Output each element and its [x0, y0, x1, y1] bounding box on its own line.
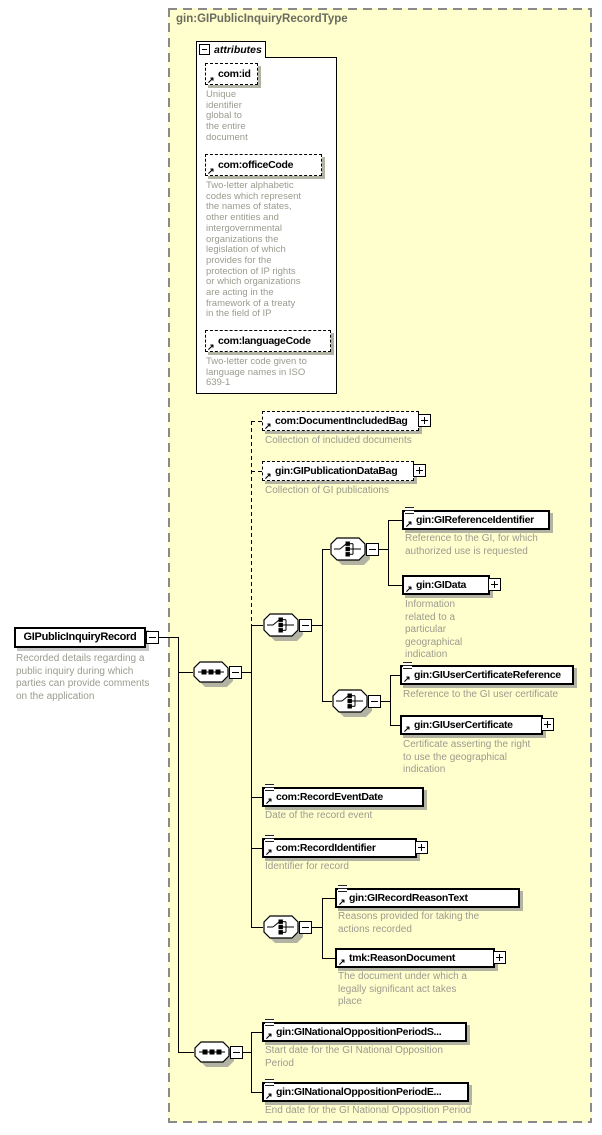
element-name: gin:GIRecordReasonText [349, 891, 468, 904]
element-description: Collection of included documents [265, 435, 412, 446]
choice-connector[interactable] [330, 537, 370, 565]
connector-line [251, 625, 263, 626]
sequence-icon [193, 661, 233, 687]
connector-line-dashed [251, 471, 262, 472]
container-border-top [168, 8, 592, 10]
connector-line [251, 625, 252, 927]
connector-line [390, 675, 400, 676]
connector-line [242, 672, 251, 673]
element-box-gipublicationdatabag[interactable] [262, 461, 414, 481]
element-description: The document under which a legally significant act takes place [338, 971, 467, 1007]
simple-content-lines-icon [265, 835, 274, 843]
choice-icon [330, 537, 370, 565]
choice-connector[interactable] [332, 689, 372, 717]
reference-arrow-icon: ↗ [207, 342, 215, 352]
connector-line [251, 1032, 262, 1033]
attribute-name: com:id [218, 67, 251, 80]
connector-line-dashed [251, 421, 262, 422]
connector-line [157, 637, 178, 638]
attribute-box-id[interactable] [205, 63, 258, 85]
element-box-girecordreasontext[interactable] [335, 888, 520, 908]
element-description: Reference to the GI user certificate [403, 689, 559, 700]
element-name: gin:GIData [416, 578, 467, 591]
expand-plus-icon[interactable] [418, 414, 431, 427]
element-description: Reasons provided for taking the actions recorded [338, 911, 480, 935]
element-name: gin:GIUserCertificateReference [414, 668, 561, 681]
connector-line [390, 725, 400, 726]
reference-arrow-icon: ↗ [405, 584, 413, 594]
element-name: gin:GIUserCertificate [414, 718, 513, 731]
connector-line [312, 625, 322, 626]
reference-arrow-icon: ↗ [264, 421, 272, 431]
container-border-left [168, 8, 170, 1123]
collapse-minus-icon[interactable] [230, 1046, 243, 1059]
element-description: Reference to the GI, for which authorized use is requested [405, 533, 538, 557]
element-box-giusercertificatereference[interactable] [400, 665, 574, 685]
element-description: Information related to a particular geographical indication [405, 599, 463, 660]
element-description: Collection of GI publications [265, 485, 389, 496]
collapse-minus-icon[interactable] [299, 921, 312, 934]
simple-content-lines-icon [338, 885, 347, 893]
reference-arrow-icon: ↗ [265, 796, 273, 806]
expand-plus-icon[interactable] [413, 464, 426, 477]
reference-arrow-icon: ↗ [403, 724, 411, 734]
element-name: gin:GIReferenceIdentifier [416, 513, 534, 526]
element-name: gin:GINationalOppositionPeriodS... [276, 1025, 442, 1038]
reference-arrow-icon: ↗ [403, 674, 411, 684]
attribute-box-officecode[interactable] [205, 154, 322, 176]
connector-line-dashed [251, 421, 252, 625]
attribute-box-languagecode[interactable] [205, 330, 331, 352]
choice-icon [263, 613, 303, 641]
attribute-description: Two-letter alphabetic codes which represent the names of states, other entities and intergovernmental organizations the legislation of which provides for the protection of IP rights or which organizations are acting in the framework of a treaty in the field of IP [206, 180, 302, 320]
attributes-tab[interactable] [196, 41, 266, 58]
simple-content-lines-icon [265, 784, 274, 792]
element-description: Start date for the GI National Opposition Period [265, 1045, 443, 1069]
simple-content-lines-icon [403, 662, 412, 670]
sequence-connector[interactable] [193, 661, 233, 687]
connector-line [251, 1092, 262, 1093]
connector-line [251, 848, 262, 849]
element-description: Identifier for record [265, 861, 349, 872]
element-box-gireferenceidentifier[interactable] [402, 510, 550, 530]
reference-arrow-icon: ↗ [264, 471, 272, 481]
connector-line [242, 1052, 251, 1053]
element-name: com:DocumentIncludedBag [275, 414, 408, 427]
container-border-bottom [168, 1121, 592, 1123]
complextype-title: gin:GIPublicInquiryRecordType [176, 13, 348, 25]
element-box-documentincludedbag[interactable] [262, 411, 419, 431]
reference-arrow-icon: ↗ [265, 1091, 273, 1101]
collapse-minus-icon[interactable] [299, 619, 312, 632]
attribute-description: Two-letter code given to language names in ISO 639-1 [206, 356, 307, 389]
root-element-description: Recorded details regarding a public inquiry during which parties can provide comments on the application [16, 653, 150, 702]
attribute-name: com:officeCode [218, 158, 294, 171]
element-name: gin:GINationalOppositionPeriodE... [276, 1085, 442, 1098]
connector-line [251, 927, 263, 928]
connector-line [388, 520, 389, 585]
simple-content-lines-icon [265, 1019, 274, 1027]
element-box-recordeventdate[interactable] [262, 787, 424, 807]
container-border-right [590, 8, 592, 1123]
connector-line [388, 520, 402, 521]
connector-line [322, 549, 330, 550]
collapse-minus-icon[interactable] [199, 44, 210, 55]
attributes-label: attributes [214, 44, 262, 56]
attribute-name: com:languageCode [218, 334, 311, 347]
reference-arrow-icon: ↗ [265, 847, 273, 857]
sequence-connector[interactable] [194, 1041, 234, 1067]
expand-plus-icon[interactable] [541, 718, 554, 731]
collapse-minus-icon[interactable] [366, 543, 379, 556]
choice-icon [263, 915, 303, 943]
expand-plus-icon[interactable] [488, 578, 501, 591]
element-box-giusercertificate[interactable] [400, 715, 543, 735]
reference-arrow-icon: ↗ [207, 166, 215, 176]
element-box-recordidentifier[interactable] [262, 838, 417, 858]
connector-line [312, 927, 322, 928]
element-description: End date for the GI National Opposition Period [265, 1105, 472, 1116]
connector-line [322, 701, 332, 702]
connector-line [251, 1032, 252, 1092]
simple-content-lines-icon [265, 1079, 274, 1087]
reference-arrow-icon: ↗ [338, 897, 346, 907]
connector-line [381, 701, 390, 702]
element-name: com:RecordIdentifier [276, 841, 376, 854]
connector-line [322, 958, 335, 959]
choice-connector[interactable] [263, 915, 303, 943]
connector-line [178, 1052, 194, 1053]
connector-line [379, 549, 388, 550]
element-box-ginationaloppositionperiodstart[interactable] [262, 1022, 467, 1042]
reference-arrow-icon: ↗ [405, 519, 413, 529]
connector-line [390, 675, 391, 725]
connector-line [322, 549, 323, 701]
sequence-icon [194, 1041, 234, 1067]
reference-arrow-icon: ↗ [207, 75, 215, 85]
element-name: gin:GIPublicationDataBag [275, 464, 398, 477]
collapse-minus-icon[interactable] [229, 666, 242, 679]
expand-plus-icon[interactable] [415, 841, 428, 854]
connector-line [322, 898, 323, 958]
choice-connector[interactable] [263, 613, 303, 641]
collapse-minus-icon[interactable] [146, 631, 159, 644]
root-element-name: GIPublicInquiryRecord [23, 631, 137, 643]
element-name: com:RecordEventDate [276, 790, 383, 803]
connector-line [388, 585, 402, 586]
reference-arrow-icon: ↗ [265, 1031, 273, 1041]
element-name: tmk:ReasonDocument [349, 951, 456, 964]
element-box-gidata[interactable] [402, 575, 490, 595]
choice-icon [332, 689, 372, 717]
element-description: Date of the record event [265, 810, 373, 821]
attribute-description: Unique identifier global to the entire document [206, 89, 248, 143]
connector-line [322, 898, 335, 899]
simple-content-lines-icon [405, 507, 414, 515]
root-element-gipublicinquiryrecord[interactable] [14, 627, 146, 648]
reference-arrow-icon: ↗ [338, 957, 346, 967]
element-box-reasondocument[interactable] [335, 948, 495, 968]
element-box-ginationaloppositionperiodend[interactable] [262, 1082, 469, 1102]
connector-line [251, 797, 262, 798]
collapse-minus-icon[interactable] [368, 695, 381, 708]
element-description: Certificate asserting the right to use the geographical indication [403, 739, 531, 775]
expand-plus-icon[interactable] [493, 951, 506, 964]
